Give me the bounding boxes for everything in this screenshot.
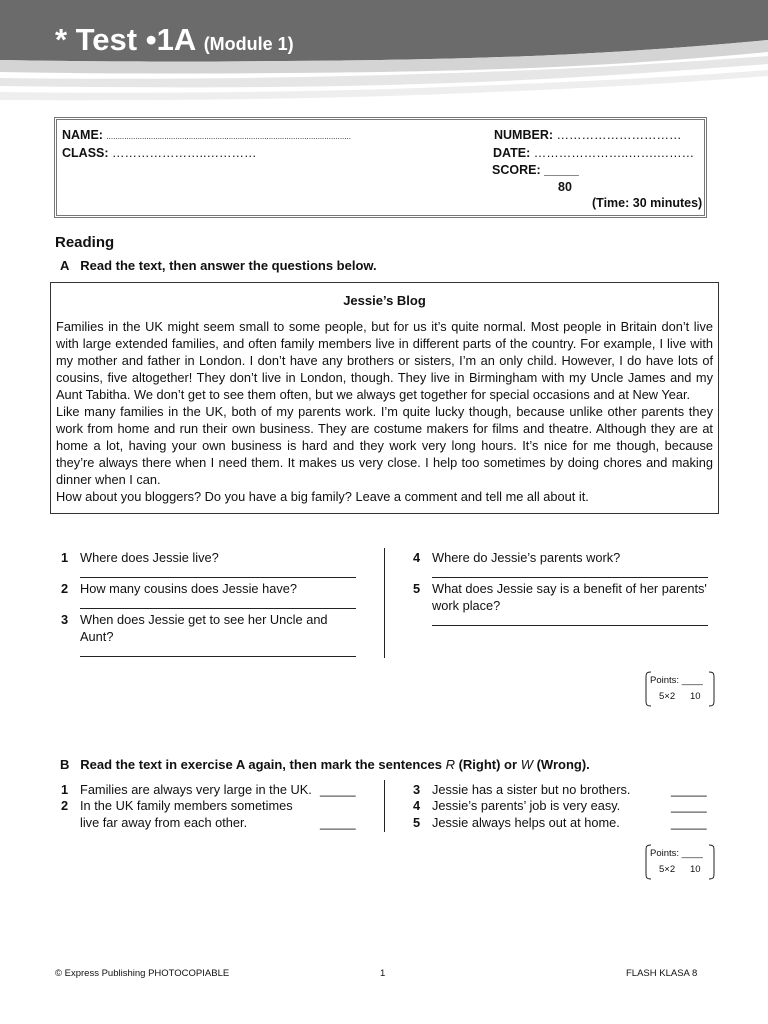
points-calc: 5×2 <box>659 691 676 702</box>
statement-item: 3 Jessie has a sister but no brothers. _____ <box>413 782 707 797</box>
question-item: 1 Where does Jessie live? <box>61 550 219 565</box>
answer-line[interactable] <box>80 577 356 578</box>
answer-line[interactable] <box>80 656 356 657</box>
question-item: 3 When does Jessie get to see her Uncle and Aunt? <box>61 612 328 644</box>
page-number: 1 <box>380 968 386 979</box>
statement-item: 4 Jessie’s parents’ job is very easy. _____ <box>413 798 707 813</box>
statement-item: 5 Jessie always helps out at home. _____ <box>413 815 707 830</box>
question-item: 5 What does Jessie say is a benefit of her parents' work place? <box>413 581 707 613</box>
score-total: 80 <box>558 180 572 194</box>
points-calc: 5×2 <box>659 864 676 875</box>
class-field[interactable]: CLASS: …………………..………… <box>62 146 257 160</box>
points-input[interactable]: ____ <box>681 848 703 859</box>
page-title <box>55 22 294 58</box>
points-box: Points: ____ <box>650 675 703 686</box>
time-limit: (Time: 30 minutes) <box>592 196 703 210</box>
name-field[interactable]: NAME: .............................................................................................................. <box>62 128 351 142</box>
points-input[interactable]: ____ <box>681 675 703 686</box>
number-field[interactable]: NUMBER: ………………………… <box>494 128 682 142</box>
statement-item: 1 Families are always very large in the UK. _____ <box>61 782 356 797</box>
question-item: 2 How many cousins does Jessie have? <box>61 581 297 596</box>
mark-blank[interactable]: _____ <box>320 815 356 830</box>
section-title: Reading <box>55 234 115 251</box>
test-title: * Test •1A <box>55 22 196 57</box>
mark-blank[interactable]: _____ <box>671 815 707 830</box>
paragraph: Families in the UK might seem small to some people, but for us it’s quite normal. Most people in Britain don’t live with large extended families, and often family members live in different parts of the country. For example, I live with my mother and father in London. I don’t have any brothers or sisters, I’m an only child. However, I do have lots of cousins, five altogether! They don’t live in London, though. They live in Birmingham with my Uncle James and my Aunt Tabitha. We don’t get to see them often, but we always get together for special occasions and at New Year. <box>56 319 713 402</box>
column-divider <box>384 780 385 832</box>
points-max: 10 <box>690 864 701 875</box>
exercise-b-instruction: B Read the text in exercise A again, then mark the sentences R (Right) or W (Wrong). <box>60 757 590 772</box>
column-divider <box>384 548 385 658</box>
points-max: 10 <box>690 691 701 702</box>
module-label: (Module 1) <box>203 34 294 54</box>
score-field[interactable]: SCORE: _____ <box>492 163 579 177</box>
answer-line[interactable] <box>80 608 356 609</box>
footer-right: FLASH KLASA 8 <box>626 968 698 979</box>
mark-blank[interactable]: _____ <box>320 782 356 797</box>
footer-copyright: © Express Publishing PHOTOCOPIABLE <box>55 968 230 979</box>
exercise-a-instruction: A Read the text, then answer the questions below. <box>60 258 377 273</box>
statement-item: 2 In the UK family members sometimes live far away from each other. _____ <box>61 798 356 830</box>
answer-line[interactable] <box>432 577 708 578</box>
mark-blank[interactable]: _____ <box>671 782 707 797</box>
mark-blank[interactable]: _____ <box>671 798 707 813</box>
question-item: 4 Where do Jessie’s parents work? <box>413 550 621 565</box>
blog-title: Jessie’s Blog <box>343 293 426 308</box>
paragraph: Like many families in the UK, both of my parents work. I’m quite lucky though, because unlike other parents they work from home and run their own business. They are costume makers for films and theatre. Although they are at home a lot, having your own business is hard and they work very long hours. It’s nice for me though, because they’re always there when I need them. It makes us very close. I help too sometimes by doing chores and making dinner when I can. <box>56 404 713 487</box>
points-box: Points: ____ <box>650 848 703 859</box>
blog-text <box>56 318 713 505</box>
paragraph: How about you bloggers? Do you have a big family? Leave a comment and tell me all about it. <box>56 489 589 504</box>
answer-line[interactable] <box>432 625 708 626</box>
date-field[interactable]: DATE: …………………..…….……… <box>493 146 695 160</box>
